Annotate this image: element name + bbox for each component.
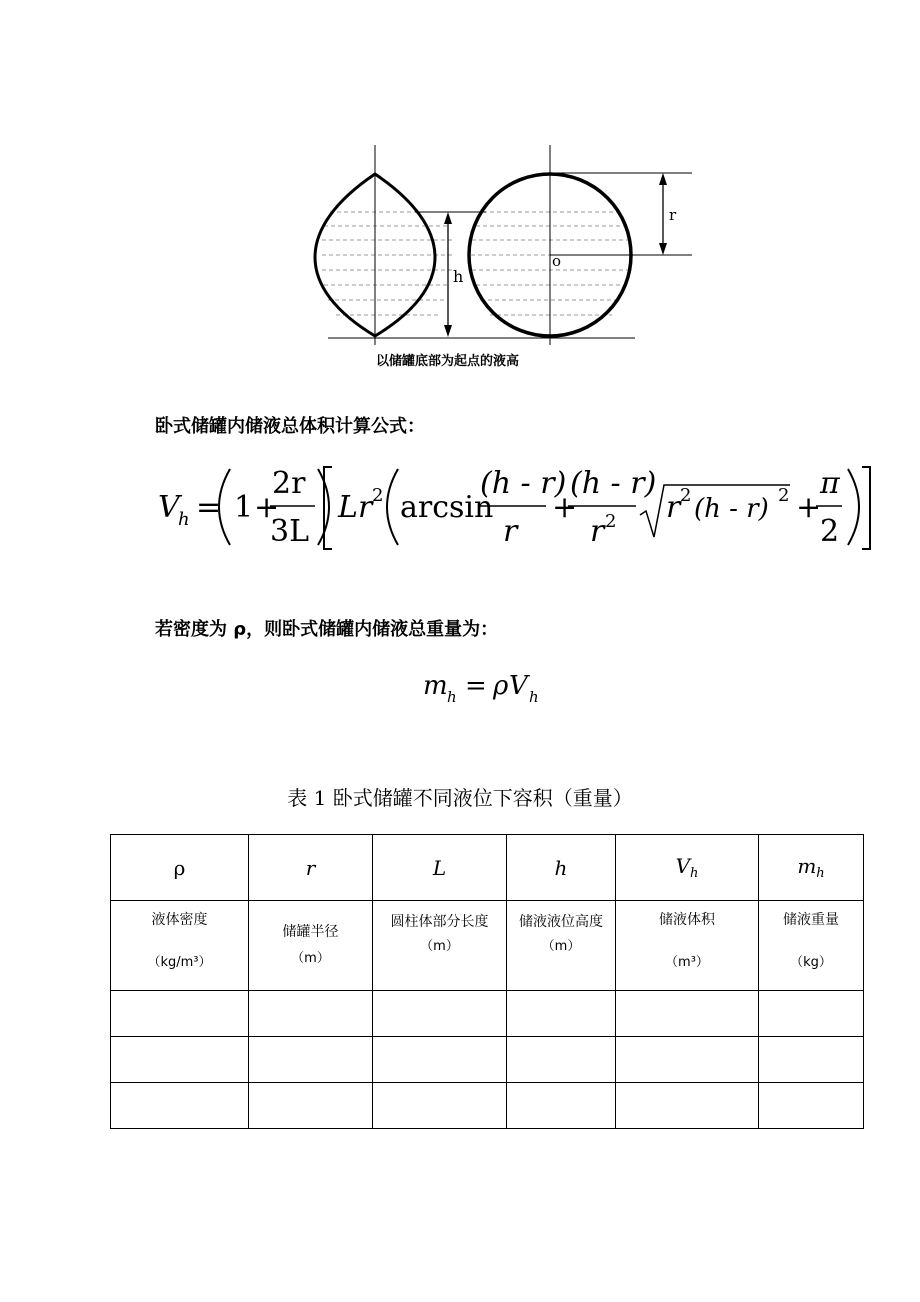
fraction-numerator-2r: 2r [272,466,306,501]
pi: π [820,466,840,501]
arcsin-numerator: (h - r) [480,466,567,501]
arcsin-text: arcsin [400,490,494,525]
volume-symbol: V [158,490,180,525]
second-fraction-numerator: (h - r) [570,466,657,501]
weight-equals: = [465,671,487,701]
r-dimension-arrow [659,173,667,255]
table-cell[interactable] [111,1083,249,1129]
table-row [111,991,864,1037]
description-cell-radius [249,901,373,991]
table-cell[interactable] [616,1083,759,1129]
plus-1: + [254,490,280,525]
fraction-denominator-3L: 3L [270,514,310,549]
description-cell-density [111,901,249,991]
symbol-level-height: h [554,855,568,880]
open-paren-2 [387,469,398,545]
volume-formula [150,455,880,560]
plus-3: + [796,490,822,525]
table-title: 表 1 卧式储罐不同液位下容积（重量） [287,786,633,810]
h-dimension-arrow [444,212,452,337]
radius-r: r [358,490,373,525]
exponent-2-d: 2 [778,485,790,506]
h-label: h [453,267,464,286]
volume-V-subscript: h [529,688,539,706]
volume-subscript: h [178,509,190,530]
description-cell-length [373,901,507,991]
volume-formula-heading: 卧式储罐内储液总体积计算公式： [155,416,425,437]
table-cell[interactable] [373,1083,507,1129]
unit-label: （kg/m³） [147,955,212,971]
header-cell-volume [616,835,759,901]
diagram-caption: 以储罐底部为起点的液高 [376,354,520,369]
table-cell[interactable] [759,991,864,1037]
table-cell[interactable] [759,1083,864,1129]
liquid-level-lines-lens [322,212,452,315]
unit-label: （m³） [665,955,709,971]
volume-table [110,834,864,1129]
unit-label: （m） [420,939,459,955]
arcsin-denominator: r [503,514,518,549]
description-cell-volume [616,901,759,991]
table-cell[interactable] [373,991,507,1037]
table-cell[interactable] [507,991,616,1037]
sqrt-h-minus-r: (h - r) [694,494,769,524]
length-L: L [338,490,358,525]
plus-2: + [552,490,578,525]
table-cell[interactable] [373,1037,507,1083]
description-label: 储液重量 [783,912,839,928]
table-cell[interactable] [111,991,249,1037]
symbol-weight: m [797,853,817,878]
description-label: 储液体积 [659,912,715,928]
symbol-length: L [432,855,447,880]
unit-label: （m） [541,939,581,955]
description-cell-level-height [507,901,616,991]
table-cell[interactable] [249,1037,373,1083]
table-cell[interactable] [249,991,373,1037]
description-row [111,901,864,991]
header-cell-radius [249,835,373,901]
tank-diagram [300,140,720,380]
description-label: 储液液位高度 [519,914,603,930]
table-row [111,1037,864,1083]
exponent-2-c: 2 [680,485,692,506]
table-cell[interactable] [111,1037,249,1083]
exponent-2-b: 2 [605,511,617,532]
symbol-radius: r [305,855,316,880]
unit-label: （m） [291,951,330,967]
table-cell[interactable] [759,1037,864,1083]
table-cell[interactable] [249,1083,373,1129]
volume-V: V [509,671,528,701]
density-rho: ρ [493,671,509,701]
mass-symbol: m [423,671,448,701]
symbol-volume: V [675,853,691,878]
close-paren-2 [848,469,859,545]
two: 2 [820,514,840,549]
description-cell-weight [759,901,864,991]
table-cell[interactable] [507,1083,616,1129]
weight-formula-heading: 若密度为 ρ，则卧式储罐内储液总重量为： [155,619,499,640]
table-cell[interactable] [507,1037,616,1083]
header-cell-weight [759,835,864,901]
one: 1 [234,490,254,525]
unit-label: （kg） [790,955,832,971]
description-label: 储罐半径 [282,924,339,940]
description-label: 液体密度 [151,912,208,928]
symbol-density: ρ [173,855,186,880]
close-bracket [862,467,870,549]
weight-formula [415,662,565,712]
equals-sign: = [196,490,222,525]
sqrt-r: r [666,490,681,525]
symbol-row [111,835,864,901]
second-fraction-denominator: r [590,514,605,549]
description-label: 圆柱体部分长度 [390,914,489,930]
exponent-2-a: 2 [372,485,384,506]
symbol-subscript-volume: h [690,866,699,882]
center-o-label: o [552,252,562,270]
table-row [111,1083,864,1129]
symbol-subscript-weight: h [816,866,825,882]
table-cell[interactable] [616,991,759,1037]
header-cell-length [373,835,507,901]
header-cell-level-height [507,835,616,901]
table-cell[interactable] [616,1037,759,1083]
mass-subscript: h [447,688,457,706]
header-cell-density [111,835,249,901]
r-label: r [669,206,677,224]
